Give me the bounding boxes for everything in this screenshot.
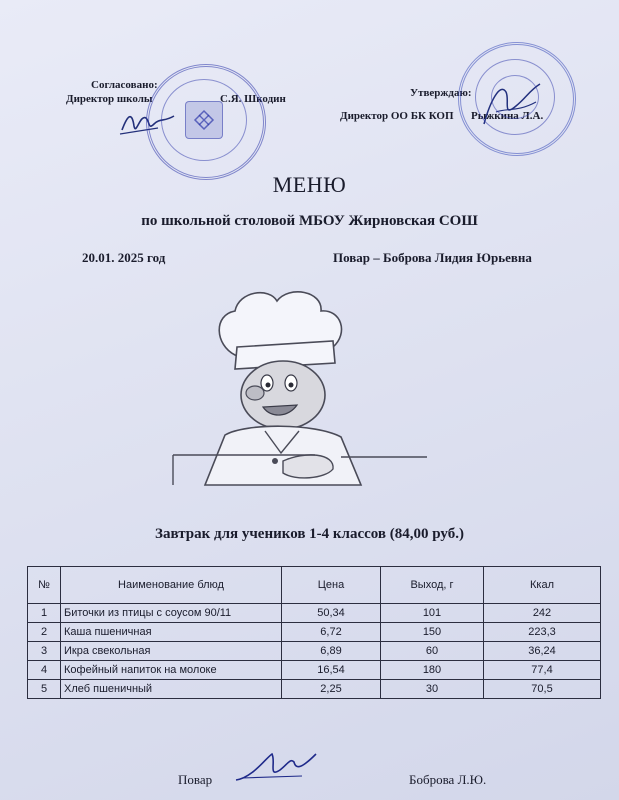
column-header-price: Цена [282,567,381,604]
menu-date: 20.01. 2025 год [82,250,166,265]
dish-kcal: 70,5 [484,680,601,699]
dish-price: 50,34 [282,604,381,623]
dish-kcal: 77,4 [484,661,601,680]
footer-cook-name: Боброва Л.Ю. [409,772,487,787]
dish-kcal: 223,3 [484,623,601,642]
approved-name: С.Я. Шкодин [220,93,286,105]
menu-table [27,566,601,699]
dish-price: 16,54 [282,661,381,680]
school-seal-icon [146,64,266,180]
column-header-number: № [28,567,61,604]
chef-illustration-icon [165,285,435,495]
dish-weight: 150 [381,623,484,642]
confirm-role: Директор ОО БК КОП [340,110,454,122]
row-number: 4 [28,661,61,680]
column-header-weight: Выход, г [381,567,484,604]
footer-cook-label: Повар [178,772,213,787]
row-number: 3 [28,642,61,661]
table-row [28,604,601,623]
table-row [28,642,601,661]
dish-weight: 180 [381,661,484,680]
dish-kcal: 36,24 [484,642,601,661]
approved-label: Согласовано: [91,79,158,91]
row-number: 1 [28,604,61,623]
table-header-row [28,567,601,604]
dish-name: Каша пшеничная [61,623,282,642]
column-header-dish: Наименование блюд [61,567,282,604]
dish-name: Икра свекольная [61,642,282,661]
table-row [28,680,601,699]
column-header-kcal: Ккал [484,567,601,604]
dish-kcal: 242 [484,604,601,623]
confirm-label: Утверждаю: [410,87,472,99]
dish-name: Хлеб пшеничный [61,680,282,699]
dish-name: Биточки из птицы с соусом 90/11 [61,604,282,623]
page-title: МЕНЮ [272,172,347,197]
cook-header: Повар – Боброва Лидия Юрьевна [333,250,532,265]
row-number: 5 [28,680,61,699]
dish-price: 6,89 [282,642,381,661]
breakfast-title: Завтрак для учеников 1-4 классов (84,00 руб.) [155,526,464,542]
dish-price: 6,72 [282,623,381,642]
dish-weight: 101 [381,604,484,623]
confirm-name: Рыжкина Л.А. [471,110,544,122]
dish-weight: 30 [381,680,484,699]
page-subtitle: по школьной столовой МБОУ Жирновская СОШ [141,213,478,229]
dish-weight: 60 [381,642,484,661]
organization-seal-icon [458,42,576,156]
dish-name: Кофейный напиток на молоке [61,661,282,680]
table-row [28,661,601,680]
row-number: 2 [28,623,61,642]
cook-signature-icon [232,748,322,788]
table-row [28,623,601,642]
approved-role: Директор школы [66,93,153,105]
dish-price: 2,25 [282,680,381,699]
